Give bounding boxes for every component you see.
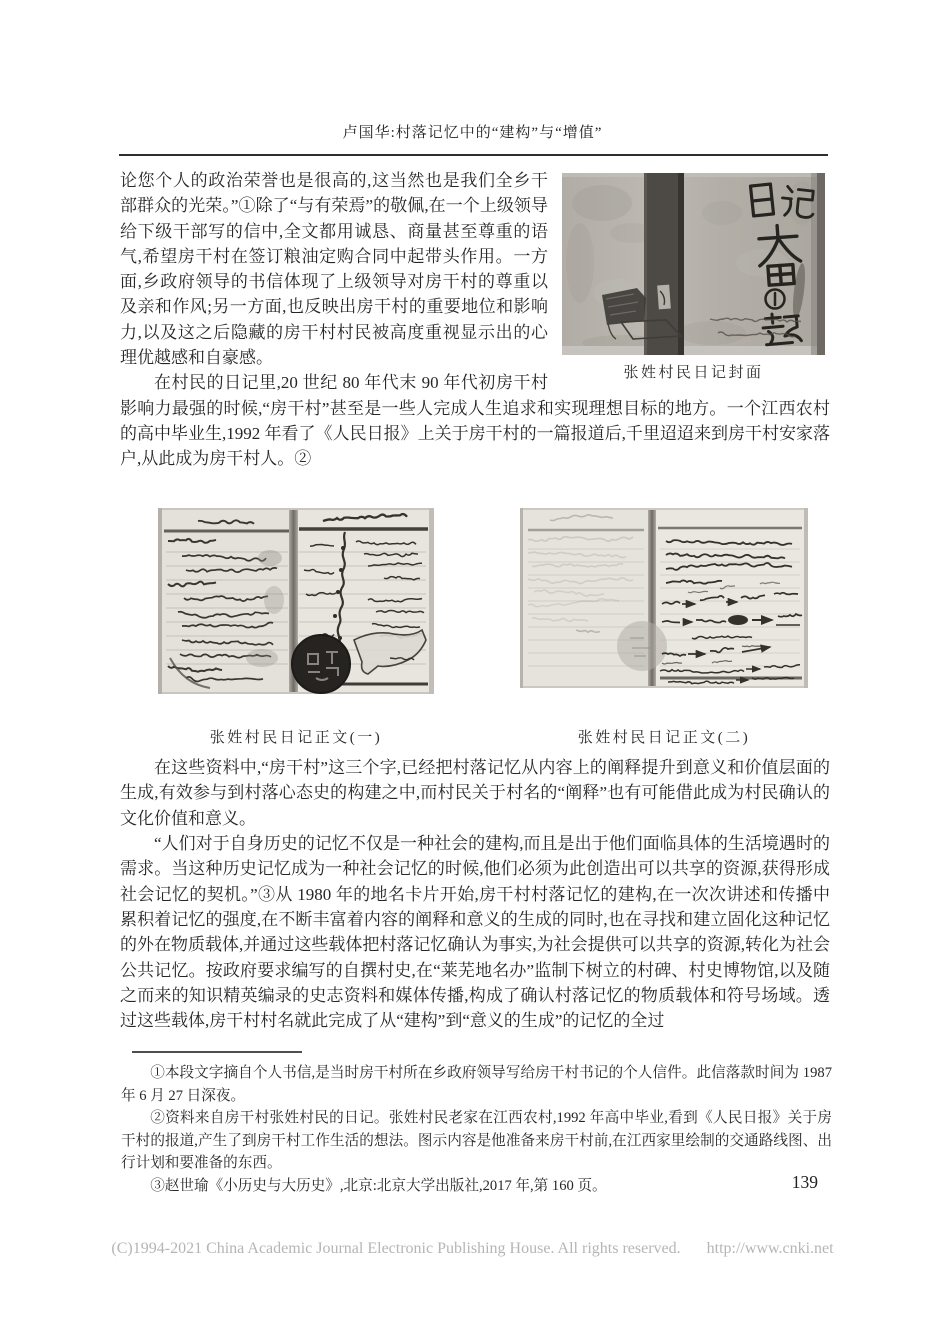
paragraph: 在村民的日记里,20 世纪 80 年代末 90 年代初房干村影响力最强的时候,“房干村”甚至是一些人完成人生追求和实现理想目标的地方。一个江西农村的高中毕业生,1992 年看了《人民日报》上关于房干村的一篇报道后,千里迢迢来到房干村安家落户,从此成为房干村人。② <box>120 373 830 469</box>
running-head-article-title: 卢国华:村落记忆中的“建构”与“增值” <box>342 125 603 141</box>
cnki-url: http://www.cnki.net <box>706 1240 834 1257</box>
figure-wrap-spacer <box>548 168 830 389</box>
header-divider <box>119 154 828 156</box>
paragraph: 论您个人的政治荣誉也是很高的,这当然也是我们全乡干部群众的光荣。”①除了“与有荣焉”的敬佩,在一个上级领导给下级干部写的信中,全文都用诚恳、商量甚至尊重的语气,希望房干村在签订粮油定购合同中起带头作用。一方面,乡政府领导的书信体现了上级领导对房干村的尊重以及亲和作风;另一方面,也反映出房干村的重要地位和影响力,以及这之后隐藏的房干村村民被高度重视显示出的心理优越感和自豪感。 <box>120 171 548 368</box>
page-number: 139 <box>791 1172 818 1192</box>
figure-diary-content-1 <box>158 508 434 694</box>
figure-caption-diary-2: 张姓村民日记正文(二) <box>577 730 751 746</box>
footnote-divider <box>132 1051 302 1053</box>
figure-caption-diary-1: 张姓村民日记正文(一) <box>209 730 383 746</box>
seal-stamp <box>292 635 350 693</box>
diary-spread-photo-2 <box>520 508 808 688</box>
diary-spread-photo-1 <box>158 508 434 694</box>
copyright-text: (C)1994-2021 China Academic Journal Electronic Publishing House. All rights reserved. <box>111 1240 681 1257</box>
body-text-block-1 <box>120 168 830 472</box>
paragraph: 在这些资料中,“房干村”这三个字,已经把村落记忆从内容上的阐释提升到意义和价值层面的生成,有效参与到村落心态史的构建之中,而村民关于村名的“阐释”也有可能借此成为村民确认的文化价值和意义。 <box>120 758 830 828</box>
watermark-footer <box>0 1240 945 1258</box>
footnote: ①本段文字摘自个人书信,是当时房干村所在乡政府领导写给房干村书记的个人信件。此信落款时间为 1987 年 6 月 27 日深夜。 <box>121 1065 832 1104</box>
figure-caption-cover: 张姓村民日记封面 <box>623 365 764 381</box>
footnote: ②资料来自房干村张姓村民的日记。张姓村民老家在江西农村,1992 年高中毕业,看到《人民日报》关于房干村的报道,产生了到房干村工作生活的想法。图示内容是他准备来房干村前,在江西家里绘制的交通路线图、出行计划和要准备的东西。 <box>121 1110 832 1172</box>
footnote: ③赵世瑜《小历史与大历史》,北京:北京大学出版社,2017 年,第 160 页。 <box>150 1177 607 1194</box>
paragraph: “人们对于自身历史的记忆不仅是一种社会的建构,而且是出于他们面临具体的生活境遇时的需求。当这种历史记忆成为一种社会记忆的时候,他们必须为此创造出可以共享的资源,获得形成社会记忆的契机。”③从 1980 年的地名卡片开始,房干村村落记忆的建构,在一次次讲述和传播中累积着记忆的强度,在不断丰富着内容的阐释和意义的生成的同时,也在寻找和建立固化这种记忆的外在物质载体,并通过这些载体把村落记忆确认为事实,为社会提供可以共享的资源,转化为社会公共记忆。按政府要求编写的自撰村史,在“莱芜地名办”监制下树立的村碑、村史博物馆,以及随之而来的知识精英编录的史志资料和媒体传播,构成了确认村落记忆的物质载体和符号场域。透过这些载体,房干村村名就此完成了从“建构”到“意义的生成”的记忆的全过 <box>120 834 830 1031</box>
figure-diary-content-2 <box>520 508 808 688</box>
body-text-block-2 <box>120 755 830 1034</box>
stamp-ghost <box>617 621 667 671</box>
